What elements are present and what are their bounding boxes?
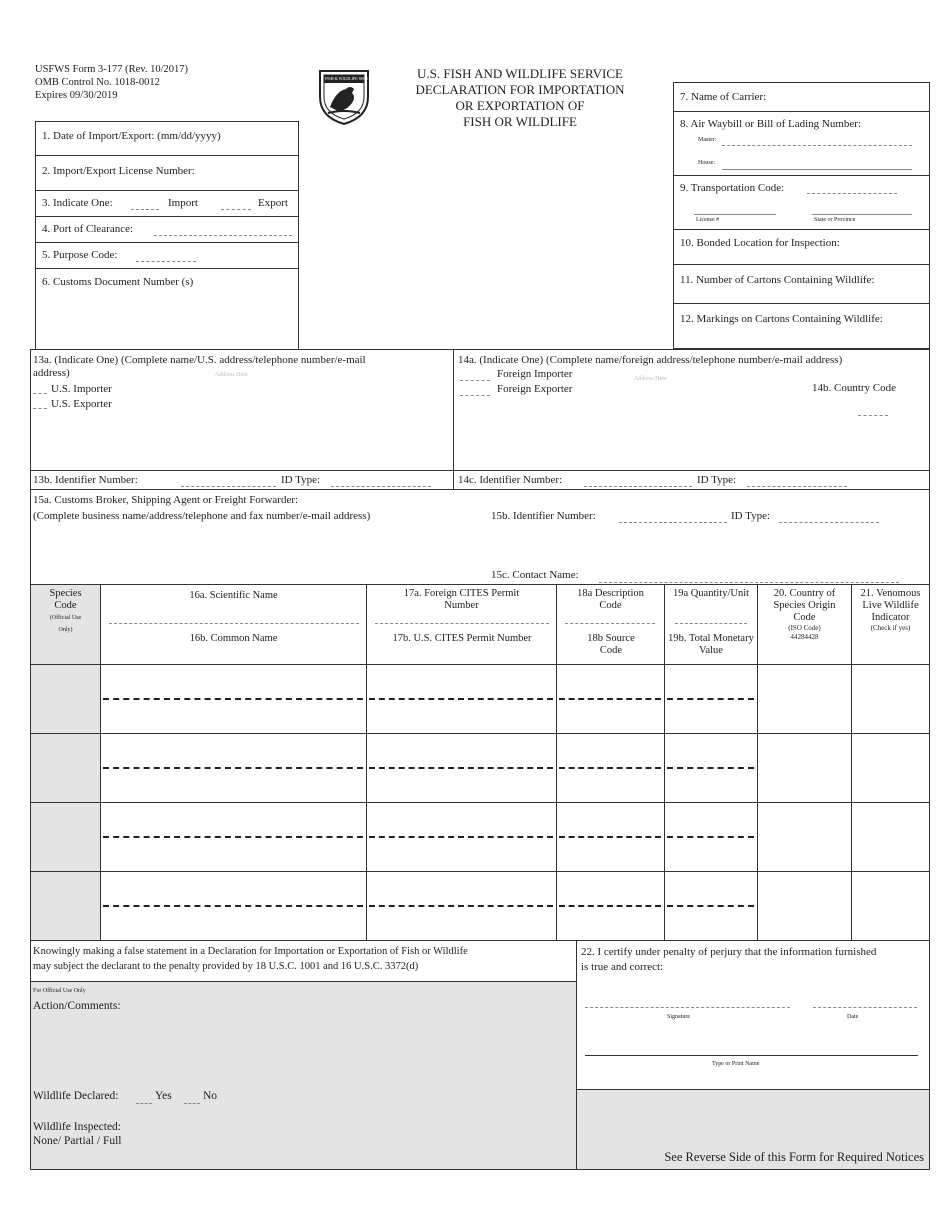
print-name-label: Type or Print Name bbox=[712, 1061, 760, 1067]
wildlife-declared-label: Wildlife Declared: bbox=[33, 1090, 119, 1102]
section-13-importer[interactable] bbox=[30, 349, 454, 490]
house-line[interactable] bbox=[722, 169, 912, 170]
field-13a-label-2: address) bbox=[33, 367, 70, 379]
form-id-block bbox=[35, 63, 188, 102]
field-7-label: 7. Name of Carrier: bbox=[680, 91, 767, 103]
check-if-yes-note: (Check if yes) bbox=[870, 624, 911, 632]
id-type-label: ID Type: bbox=[731, 510, 771, 522]
row-divider-dash bbox=[559, 905, 661, 907]
field-4-port[interactable] bbox=[35, 216, 299, 243]
print-name-line[interactable] bbox=[585, 1055, 918, 1056]
col-16 bbox=[101, 585, 367, 664]
description-code-cell[interactable] bbox=[557, 872, 665, 940]
cites-permit-cell[interactable] bbox=[367, 872, 557, 940]
transport-code-line[interactable] bbox=[807, 193, 897, 194]
country-origin-cell[interactable] bbox=[758, 665, 852, 734]
country-origin-cell[interactable] bbox=[758, 803, 852, 872]
field-9-label: 9. Transportation Code: bbox=[680, 182, 785, 194]
scientific-name-cell[interactable] bbox=[101, 665, 367, 734]
id-type-label: ID Type: bbox=[281, 474, 321, 486]
field-3-label: 3. Indicate One: bbox=[42, 197, 113, 209]
date-line[interactable] bbox=[813, 1007, 917, 1008]
identifier-line[interactable] bbox=[181, 486, 276, 487]
row-divider-dash bbox=[667, 767, 754, 769]
master-label: Master: bbox=[698, 137, 717, 143]
field-15b-label: 15b. Identifier Number: bbox=[491, 510, 596, 522]
row-divider-dash bbox=[667, 905, 754, 907]
row-divider-dash bbox=[369, 698, 553, 700]
col-21 bbox=[852, 585, 929, 664]
port-line bbox=[154, 235, 292, 236]
field-1-date[interactable] bbox=[35, 121, 299, 156]
master-line[interactable] bbox=[722, 145, 912, 146]
quantity-cell[interactable] bbox=[665, 734, 758, 803]
signature-label: Signature bbox=[667, 1014, 690, 1020]
row-divider-dash bbox=[559, 767, 661, 769]
address-placeholder: Address Here bbox=[634, 376, 667, 382]
false-statement-warning bbox=[30, 940, 577, 982]
us-importer-checkbox[interactable] bbox=[33, 393, 47, 394]
us-importer-option: U.S. Importer bbox=[51, 383, 112, 395]
id-type-line[interactable] bbox=[779, 522, 879, 523]
col-18 bbox=[557, 585, 665, 664]
divider bbox=[454, 470, 929, 471]
cites-permit-cell[interactable] bbox=[367, 803, 557, 872]
inspection-options: None/ Partial / Full bbox=[33, 1135, 122, 1147]
header-20: 20. Country of Species Origin Code bbox=[773, 588, 836, 623]
field-6-label: 6. Customs Document Number (s) bbox=[42, 276, 194, 288]
row-divider-dash bbox=[369, 905, 553, 907]
no-option: No bbox=[203, 1090, 218, 1102]
field-5-purpose[interactable] bbox=[35, 242, 299, 269]
header-19a: 19a Quantity/Unit bbox=[672, 588, 750, 599]
field-15c-label: 15c. Contact Name: bbox=[491, 569, 579, 581]
field-12-label: 12. Markings on Cartons Containing Wildlife: bbox=[680, 313, 883, 325]
header-21: 21. Venomous Live Wildlife Indicator bbox=[860, 588, 921, 623]
foreign-importer-option: Foreign Importer bbox=[497, 368, 573, 380]
signature-line[interactable] bbox=[585, 1007, 790, 1008]
species-code-cell[interactable] bbox=[31, 734, 101, 803]
us-exporter-option: U.S. Exporter bbox=[51, 398, 112, 410]
cites-permit-cell[interactable] bbox=[367, 734, 557, 803]
field-11-label: 11. Number of Cartons Containing Wildlife: bbox=[680, 274, 875, 286]
table-header bbox=[31, 585, 929, 665]
action-comments-label: Action/Comments: bbox=[33, 1000, 121, 1012]
col-species-code bbox=[31, 585, 101, 664]
reverse-note-area bbox=[576, 1089, 930, 1170]
scientific-name-cell[interactable] bbox=[101, 734, 367, 803]
quantity-cell[interactable] bbox=[665, 803, 758, 872]
wildlife-inspected-label: Wildlife Inspected: bbox=[33, 1121, 121, 1133]
row-divider-dash bbox=[103, 698, 363, 700]
field-13b-label: 13b. Identifier Number: bbox=[33, 474, 138, 486]
field-10-bonded[interactable] bbox=[673, 229, 930, 265]
row-divider-dash bbox=[667, 836, 754, 838]
table-row bbox=[31, 665, 929, 734]
venomous-cell[interactable] bbox=[852, 734, 929, 803]
omb-number: OMB Control No. 1018-0012 bbox=[35, 77, 160, 88]
venomous-cell[interactable] bbox=[852, 665, 929, 734]
header-17b: 17b. U.S. CITES Permit Number bbox=[392, 633, 532, 644]
id-type-line[interactable] bbox=[331, 486, 431, 487]
warning-line-2: may subject the declarant to the penalty provided by 18 U.S.C. 1001 and 16 U.S.C. 3372(d) bbox=[33, 961, 419, 972]
col-17 bbox=[367, 585, 557, 664]
warning-line-1: Knowingly making a false statement in a Declaration for Importation or Exportation of Fish or Wildlife bbox=[33, 946, 468, 957]
yes-option: Yes bbox=[155, 1090, 172, 1102]
field-14b-label: 14b. Country Code bbox=[812, 382, 897, 394]
agency-name: U.S. FISH AND WILDLIFE SERVICE bbox=[416, 66, 623, 81]
title-line-3: FISH OR WILDLIFE bbox=[463, 114, 577, 129]
row-divider-dash bbox=[103, 905, 363, 907]
field-6-customs-doc[interactable] bbox=[35, 268, 299, 350]
quantity-cell[interactable] bbox=[665, 665, 758, 734]
description-code-cell[interactable] bbox=[557, 734, 665, 803]
section-15-broker[interactable] bbox=[30, 489, 930, 585]
scientific-name-cell[interactable] bbox=[101, 803, 367, 872]
description-code-cell[interactable] bbox=[557, 803, 665, 872]
declared-no-checkbox[interactable] bbox=[184, 1103, 200, 1104]
col-19 bbox=[665, 585, 758, 664]
table-row bbox=[31, 803, 929, 872]
state-label: State or Province bbox=[814, 217, 856, 223]
official-comments-area bbox=[231, 981, 577, 1170]
venomous-cell[interactable] bbox=[852, 872, 929, 940]
field-14c-label: 14c. Identifier Number: bbox=[458, 474, 563, 486]
state-line[interactable] bbox=[812, 214, 912, 215]
description-code-cell[interactable] bbox=[557, 665, 665, 734]
field-3-indicate bbox=[35, 190, 299, 217]
row-divider-dash bbox=[103, 767, 363, 769]
title-line-1: DECLARATION FOR IMPORTATION bbox=[415, 82, 625, 97]
row-divider-dash bbox=[559, 836, 661, 838]
quantity-cell[interactable] bbox=[665, 872, 758, 940]
row-divider-dash bbox=[559, 698, 661, 700]
field-14a-label: 14a. (Indicate One) (Complete name/foreign address/telephone number/e-mail address) bbox=[458, 354, 843, 366]
species-code-cell[interactable] bbox=[31, 872, 101, 940]
export-option: Export bbox=[258, 197, 288, 209]
house-label: House: bbox=[698, 160, 715, 166]
official-use-panel bbox=[30, 981, 232, 1170]
field-15a-label-1: 15a. Customs Broker, Shipping Agent or Freight Forwarder: bbox=[33, 494, 299, 506]
field-11-cartons[interactable] bbox=[673, 264, 930, 304]
certify-line-2: is true and correct: bbox=[581, 961, 664, 973]
header-18b: 18b Source Code bbox=[587, 633, 635, 656]
field-2-label: 2. Import/Export License Number: bbox=[42, 165, 195, 177]
table-row bbox=[31, 872, 929, 941]
species-code-cell[interactable] bbox=[31, 803, 101, 872]
foreign-importer-checkbox[interactable] bbox=[460, 380, 490, 381]
foreign-exporter-checkbox[interactable] bbox=[460, 395, 490, 396]
address-placeholder: Address Here bbox=[215, 372, 248, 378]
col-20 bbox=[758, 585, 852, 664]
header-16b: 16b. Common Name bbox=[189, 633, 278, 644]
field-7-carrier[interactable] bbox=[673, 82, 930, 112]
identifier-line[interactable] bbox=[584, 486, 692, 487]
country-origin-cell[interactable] bbox=[758, 734, 852, 803]
species-table bbox=[30, 584, 930, 941]
row-divider-dash bbox=[667, 698, 754, 700]
field-9-transport[interactable] bbox=[673, 175, 930, 230]
usfws-seal-icon bbox=[316, 67, 375, 127]
import-option: Import bbox=[168, 197, 198, 209]
country-code-line[interactable] bbox=[858, 415, 888, 416]
section-22-certification[interactable] bbox=[576, 940, 930, 1090]
seal-text: FISH & WILDLIFE SERVICE bbox=[325, 76, 375, 81]
expiration: Expires 09/30/2019 bbox=[35, 90, 118, 101]
official-use-label: For Official Use Only bbox=[33, 988, 86, 994]
divider bbox=[675, 623, 747, 624]
contact-name-line[interactable] bbox=[599, 582, 899, 583]
reverse-side-note: See Reverse Side of this Form for Required Notices bbox=[664, 1150, 924, 1164]
id-type-line[interactable] bbox=[747, 486, 847, 487]
import-checkbox[interactable] bbox=[131, 209, 159, 210]
field-15a-label-2: (Complete business name/address/telephone and fax number/e-mail address) bbox=[33, 510, 371, 522]
country-origin-cell[interactable] bbox=[758, 872, 852, 940]
declared-yes-checkbox[interactable] bbox=[136, 1103, 152, 1104]
us-exporter-checkbox[interactable] bbox=[33, 408, 47, 409]
id-type-label: ID Type: bbox=[697, 474, 737, 486]
certify-line-1: 22. I certify under penalty of perjury that the information furnished bbox=[581, 946, 877, 958]
license-label: License # bbox=[696, 217, 720, 223]
field-4-label: 4. Port of Clearance: bbox=[42, 223, 134, 235]
form-title bbox=[385, 66, 655, 130]
species-code-header: Species Code bbox=[49, 588, 82, 611]
divider bbox=[375, 623, 549, 624]
row-divider-dash bbox=[369, 767, 553, 769]
row-divider-dash bbox=[103, 836, 363, 838]
field-8-label: 8. Air Waybill or Bill of Lading Number: bbox=[680, 118, 862, 130]
foreign-exporter-option: Foreign Exporter bbox=[497, 383, 573, 395]
cites-permit-cell[interactable] bbox=[367, 665, 557, 734]
section-14-foreign[interactable] bbox=[453, 349, 930, 490]
export-checkbox[interactable] bbox=[221, 209, 251, 210]
venomous-cell[interactable] bbox=[852, 803, 929, 872]
field-13a-label-1: 13a. (Indicate One) (Complete name/U.S. address/telephone number/e-mail bbox=[33, 354, 366, 366]
field-8-waybill[interactable] bbox=[673, 111, 930, 176]
scientific-name-cell[interactable] bbox=[101, 872, 367, 940]
row-divider-dash bbox=[369, 836, 553, 838]
official-use-note: (Official Use Only) bbox=[49, 615, 82, 633]
field-12-markings[interactable] bbox=[673, 303, 930, 349]
title-line-2: OR EXPORTATION OF bbox=[455, 98, 585, 113]
species-code-cell[interactable] bbox=[31, 665, 101, 734]
license-line[interactable] bbox=[694, 214, 776, 215]
header-18a: 18a Description Code bbox=[577, 588, 644, 611]
field-10-label: 10. Bonded Location for Inspection: bbox=[680, 237, 840, 249]
header-19b: 19b. Total Monetary Value bbox=[668, 633, 754, 656]
divider bbox=[109, 623, 359, 624]
country-code-value: 44284428 bbox=[790, 633, 819, 641]
divider bbox=[565, 623, 655, 624]
divider bbox=[31, 470, 453, 471]
field-5-label: 5. Purpose Code: bbox=[42, 249, 118, 261]
header-16a: 16a. Scientific Name bbox=[189, 590, 278, 601]
header-17a: 17a. Foreign CITES Permit Number bbox=[403, 588, 520, 611]
purpose-line bbox=[136, 261, 196, 262]
identifier-line[interactable] bbox=[619, 522, 727, 523]
form-id: USFWS Form 3-177 (Rev. 10/2017) bbox=[35, 64, 189, 75]
iso-code-note: (ISO Code) bbox=[788, 624, 821, 632]
field-1-label: 1. Date of Import/Export: (mm/dd/yyyy) bbox=[42, 130, 221, 142]
date-label: Date bbox=[847, 1014, 859, 1020]
table-row bbox=[31, 734, 929, 803]
field-2-license[interactable] bbox=[35, 155, 299, 191]
